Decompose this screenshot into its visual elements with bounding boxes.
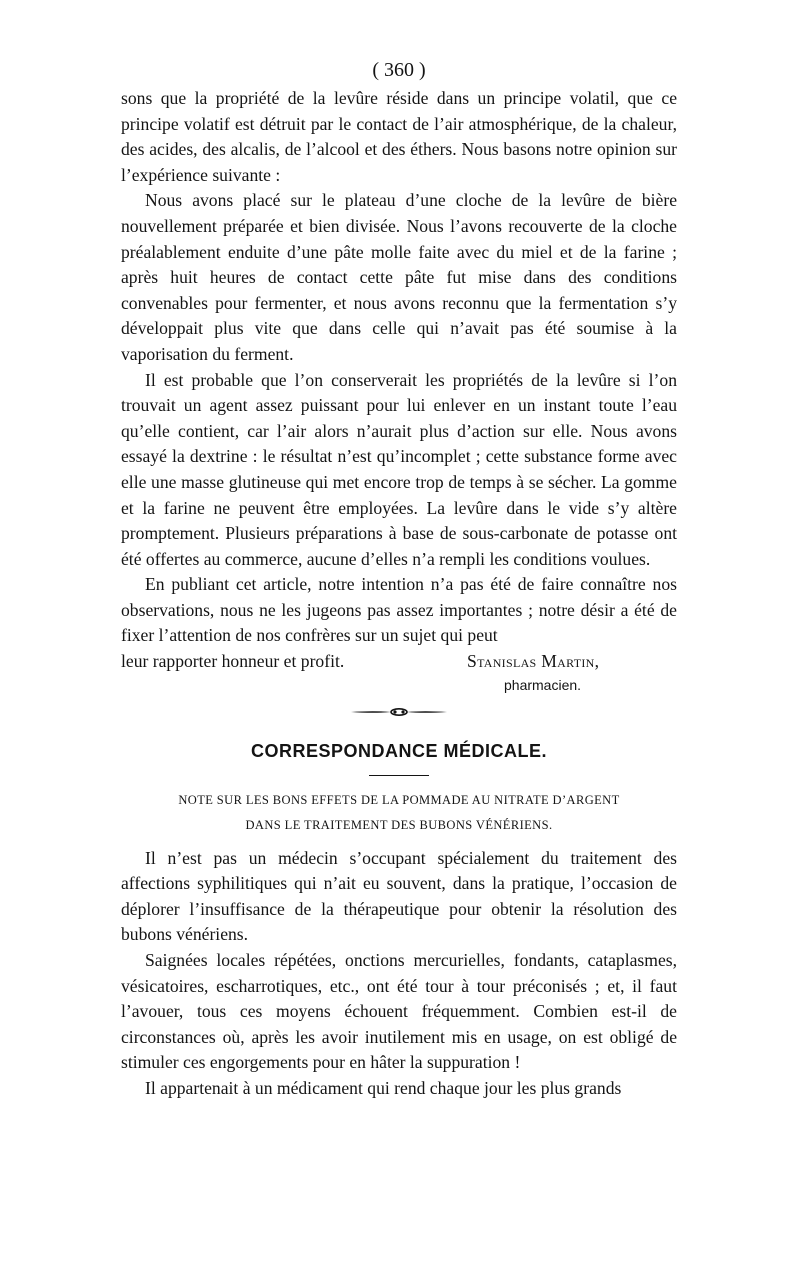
paragraph-treatments: Saignées locales répétées, onctions mercurielles, fondants, cataplasmes, vésicatoires, escharrotiques, etc., ont été tour à tour préconisés ; et, il faut l’avouer, tous ces moyens échouent fréquemment. Combien est-il de circonstances où, après les avoir inutilement mis en usage, on est obligé de stimuler ces engorgements pour en hâter la suppuration !: [121, 950, 677, 1073]
paragraph-intro: Il n’est pas un médecin s’occupant spécialement du traitement des affections syphilitiques qui n’ait eu souvent, dans la pratique, l’occasion de déplorer l’insuffisance de la thérapeutique pour obtenir la résolution des bubons vénériens.: [121, 847, 677, 945]
paragraph-continuation: sons que la propriété de la levûre réside dans un principe volatil, que ce principe volatif est détruit par le contact de l’air atmosphérique, de la chaleur, des acides, des alcalis, de l’alcool et des éthers. Nous basons notre opinion sur l’expérience suivante :: [121, 88, 677, 185]
signature-line: [121, 649, 677, 675]
article-title-line-1: NOTE SUR LES BONS EFFETS DE LA POMMADE AU NITRATE D’ARGENT: [178, 792, 620, 807]
article-title-line-2: DANS LE TRAITEMENT DES BUBONS VÉNÉRIENS.: [245, 817, 553, 832]
article-title: [121, 788, 677, 838]
author-name: Stanislas Martin,: [467, 651, 600, 672]
page-number: ( 360 ): [372, 59, 426, 81]
paragraph-conclusion: En publiant cet article, notre intention n’a pas été de faire connaître nos observations, nous ne les jugeons pas assez importantes ; notre désir a été de fixer l’attention de nos confrères sur un sujet qui peut: [121, 574, 677, 646]
paragraph-medication: Il appartenait à un médicament qui rend chaque jour les plus grands: [145, 1078, 622, 1098]
ornament-divider-icon: [349, 707, 449, 717]
closing-text: leur rapporter honneur et profit.: [121, 651, 345, 672]
paragraph-experiment: Nous avons placé sur le plateau d’une cloche de la levûre de bière nouvellement préparée et bien divisée. Nous l’avons recouverte de la cloche préalablement enduite d’une pâte molle faite avec du miel et de la farine ; après huit heures de contact cette pâte fut mise dans des conditions convenables pour fermenter, et nous avons reconnu que la fermentation s’y développait plus vite que dans celle qui n’avait pas été soumise à la vaporisation du ferment.: [121, 190, 677, 364]
book-page: [121, 58, 677, 1102]
section-rule: [369, 775, 429, 776]
paragraph-conservation: Il est probable que l’on conserverait les propriétés de la levûre si l’on trouvait un agent assez puissant pour lui enlever en un instant toute l’eau qu’elle contient, car l’air alors n’aurait plus d’action sur elle. Nous avons essayé la dextrine : le résultat n’est qu’incomplet ; cette substance forme avec elle une masse glutineuse qui met encore trop de temps à se sécher. La gomme et la farine ne peuvent être employées. La levûre dans le vide s’y altère promptement. Plusieurs préparations à base de sous-carbonate de potasse ont été offertes au commerce, aucune d’elles n’a rempli les conditions voulues.: [121, 369, 677, 569]
section-title: CORRESPONDANCE MÉDICALE.: [250, 740, 548, 761]
author-role: pharmacien.: [504, 676, 582, 693]
